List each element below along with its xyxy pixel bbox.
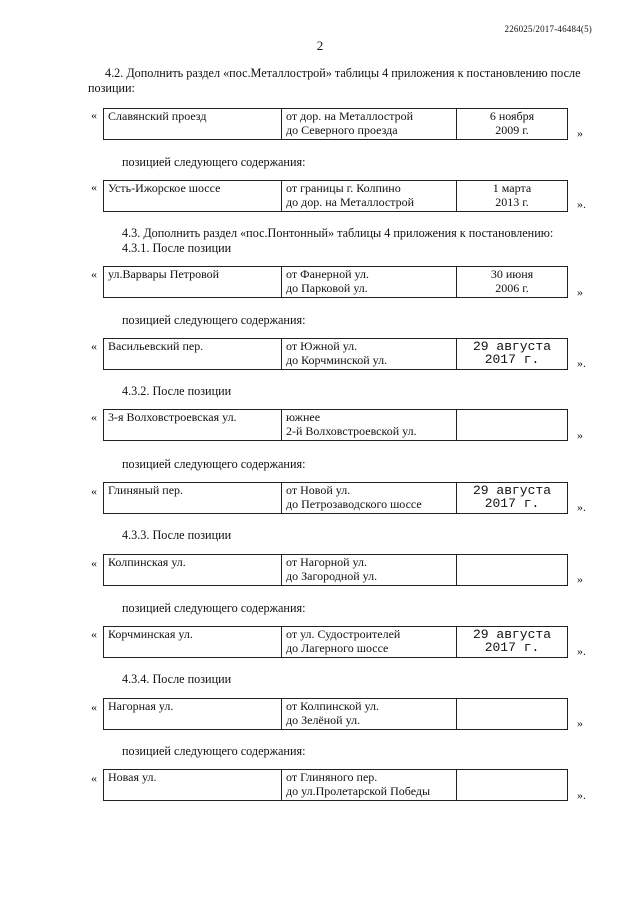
segment-cell: от дор. на Металлострой до Северного проезда bbox=[282, 109, 457, 139]
quote-open: « bbox=[91, 410, 97, 424]
page-number: 2 bbox=[316, 38, 324, 53]
quote-close: » bbox=[577, 572, 583, 586]
date-cell bbox=[457, 410, 567, 440]
quote-close: » bbox=[577, 126, 583, 140]
quote-close: ». bbox=[577, 356, 586, 370]
street-cell: Корчминская ул. bbox=[104, 627, 282, 657]
street-cell: Глиняный пер. bbox=[104, 483, 282, 513]
date-cell: 1 марта 2013 г. bbox=[492, 181, 532, 209]
segment-cell: от Южной ул. до Корчминской ул. bbox=[282, 339, 457, 369]
paragraph-follow: позицией следующего содержания: bbox=[122, 744, 306, 758]
segment-cell: южнее 2-й Волховстроевской ул. bbox=[282, 410, 457, 440]
table-row bbox=[103, 180, 568, 212]
street-cell: Васильевский пер. bbox=[104, 339, 282, 369]
quote-open: « bbox=[91, 267, 97, 281]
date-cell: 30 июня 2006 г. bbox=[490, 267, 534, 295]
paragraph-follow: позицией следующего содержания: bbox=[122, 313, 306, 327]
date-cell bbox=[457, 770, 567, 800]
date-cell: 29 августа 2017 г. bbox=[472, 339, 551, 367]
date-cell bbox=[457, 555, 567, 585]
date-cell: 29 августа 2017 г. bbox=[472, 627, 551, 655]
street-cell: ул.Варвары Петровой bbox=[104, 267, 282, 297]
quote-close: » bbox=[577, 716, 583, 730]
doc-number: 226025/2017-46484(5) bbox=[504, 24, 592, 34]
quote-open: « bbox=[91, 108, 97, 122]
quote-open: « bbox=[91, 700, 97, 714]
paragraph-4-2: 4.2. Дополнить раздел «пос.Металлострой» таблицы 4 приложения к постановлению после позиции: bbox=[88, 66, 581, 95]
paragraph-4-3-4: 4.3.4. После позиции bbox=[122, 672, 232, 686]
street-cell: Колпинская ул. bbox=[104, 555, 282, 585]
paragraph-4-3-1: 4.3.1. После позиции bbox=[122, 241, 232, 255]
quote-close: ». bbox=[577, 644, 586, 658]
quote-close: » bbox=[577, 285, 583, 299]
table-row bbox=[103, 626, 568, 658]
segment-cell: от Нагорной ул. до Загородной ул. bbox=[282, 555, 457, 585]
paragraph-follow: позицией следующего содержания: bbox=[122, 155, 306, 169]
date-cell bbox=[457, 699, 567, 729]
quote-close: ». bbox=[577, 788, 586, 802]
table-row bbox=[103, 108, 568, 140]
segment-cell: от Глиняного пер. до ул.Пролетарской Победы bbox=[282, 770, 457, 800]
date-cell: 6 ноября 2009 г. bbox=[489, 109, 535, 137]
segment-cell: от Колпинской ул. до Зелёной ул. bbox=[282, 699, 457, 729]
quote-open: « bbox=[91, 627, 97, 641]
segment-cell: от Фанерной ул. до Парковой ул. bbox=[282, 267, 457, 297]
street-cell: Славянский проезд bbox=[104, 109, 282, 139]
street-cell: Нагорная ул. bbox=[104, 699, 282, 729]
table-row bbox=[103, 266, 568, 298]
segment-cell: от границы г. Колпино до дор. на Металлострой bbox=[282, 181, 457, 211]
street-cell: Усть-Ижорское шоссе bbox=[104, 181, 282, 211]
quote-close: » bbox=[577, 428, 583, 442]
street-cell: 3-я Волховстроевская ул. bbox=[104, 410, 282, 440]
table-row bbox=[103, 409, 568, 441]
quote-open: « bbox=[91, 484, 97, 498]
paragraph-4-3-3: 4.3.3. После позиции bbox=[122, 528, 232, 542]
table-row bbox=[103, 769, 568, 801]
quote-close: ». bbox=[577, 500, 586, 514]
paragraph-4-3-2: 4.3.2. После позиции bbox=[122, 384, 232, 398]
quote-close: ». bbox=[577, 197, 586, 211]
quote-open: « bbox=[91, 180, 97, 194]
table-row bbox=[103, 698, 568, 730]
paragraph-follow: позицией следующего содержания: bbox=[122, 601, 306, 615]
table-row bbox=[103, 482, 568, 514]
segment-cell: от Новой ул. до Петрозаводского шоссе bbox=[282, 483, 457, 513]
paragraph-follow: позицией следующего содержания: bbox=[122, 457, 306, 471]
quote-open: « bbox=[91, 339, 97, 353]
table-row bbox=[103, 338, 568, 370]
date-cell: 29 августа 2017 г. bbox=[472, 483, 551, 511]
quote-open: « bbox=[91, 771, 97, 785]
street-cell: Новая ул. bbox=[104, 770, 282, 800]
paragraph-4-3: 4.3. Дополнить раздел «пос.Понтонный» таблицы 4 приложения к постановлению: bbox=[122, 226, 554, 240]
table-row bbox=[103, 554, 568, 586]
quote-open: « bbox=[91, 556, 97, 570]
segment-cell: от ул. Судостроителей до Лагерного шоссе bbox=[282, 627, 457, 657]
